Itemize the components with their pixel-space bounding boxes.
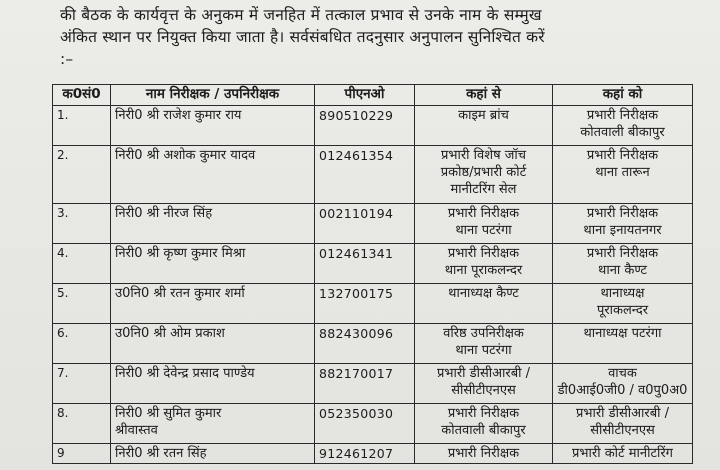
officer-name-cell bbox=[111, 244, 315, 284]
officer-name-line: निरी0 श्री राजेश कुमार राय bbox=[115, 108, 242, 123]
to-posting-line: थाना तारून bbox=[595, 165, 650, 180]
officer-name-line: निरी0 श्री कृष्ण कुमार मिश्रा bbox=[115, 246, 246, 261]
to-posting-line: थानाध्यक्ष पटरंगा bbox=[583, 326, 662, 341]
from-posting-line: मानीटरिंग सेल bbox=[450, 182, 517, 197]
officer-name-cell bbox=[111, 324, 315, 364]
to-posting-cell bbox=[553, 146, 693, 204]
serial-cell: 5. bbox=[53, 284, 111, 324]
header-from: कहां से bbox=[415, 85, 553, 106]
from-posting-cell bbox=[415, 444, 553, 464]
to-posting-line: थाना इनायतनगर bbox=[583, 223, 662, 238]
from-posting-cell bbox=[415, 146, 553, 204]
to-posting-line: प्रभारी निरीक्षक bbox=[586, 108, 659, 123]
header-pno: पीएनओ bbox=[315, 85, 415, 106]
pno-cell: 002110194 bbox=[315, 204, 415, 244]
pno-cell: 012461341 bbox=[315, 244, 415, 284]
pno-cell: 052350030 bbox=[315, 404, 415, 444]
table-row bbox=[53, 284, 693, 324]
officer-name-line: निरी0 श्री अशोक कुमार यादव bbox=[115, 148, 256, 163]
intro-line-3: :– bbox=[60, 50, 74, 68]
pno-cell: 882430096 bbox=[315, 324, 415, 364]
header-name: नाम निरीक्षक / उपनिरीक्षक bbox=[111, 85, 315, 106]
to-posting-line: प्रभारी निरीक्षक bbox=[586, 246, 659, 261]
to-posting-line: प्रभारी कोर्ट मानीटरिंग bbox=[571, 446, 674, 461]
from-posting-line: प्रभारी निरीक्षक bbox=[447, 406, 520, 421]
serial-cell: 3. bbox=[53, 204, 111, 244]
header-to: कहां को bbox=[553, 85, 693, 106]
table-row bbox=[53, 364, 693, 404]
to-posting-line: कोतवाली बीकापुर bbox=[580, 125, 665, 140]
to-posting-cell bbox=[553, 404, 693, 444]
to-posting-line: थाना कैण्ट bbox=[598, 263, 647, 278]
pno-cell: 882170017 bbox=[315, 364, 415, 404]
intro-line-2: अंकित स्थान पर नियुक्त किया जाता है। सर्वसंबधित तदनुसार अनुपालन सुनिश्चित करें bbox=[60, 28, 545, 46]
from-posting-line: वरिष्ठ उपनिरीक्षक bbox=[443, 326, 524, 341]
officer-name-line: श्रीवास्तव bbox=[115, 423, 158, 438]
officer-name-cell bbox=[111, 444, 315, 464]
from-posting-line: थानाध्यक्ष कैण्ट bbox=[448, 286, 519, 301]
from-posting-line: थाना पूराकलन्दर bbox=[444, 263, 523, 278]
table-body bbox=[53, 106, 693, 464]
to-posting-cell bbox=[553, 244, 693, 284]
to-posting-line: सीसीटीएनएस bbox=[590, 423, 655, 438]
officer-name-cell bbox=[111, 364, 315, 404]
officer-name-line: निरी0 श्री रतन सिंह bbox=[115, 446, 207, 461]
from-posting-cell bbox=[415, 404, 553, 444]
to-posting-line: थानाध्यक्ष bbox=[600, 286, 645, 301]
serial-cell: 2. bbox=[53, 146, 111, 204]
to-posting-line: वाचक bbox=[608, 366, 637, 381]
serial-cell: 7. bbox=[53, 364, 111, 404]
to-posting-line: प्रभारी निरीक्षक bbox=[586, 148, 659, 163]
from-posting-cell bbox=[415, 204, 553, 244]
to-posting-line: प्रभारी डीसीआरबी / bbox=[575, 406, 670, 421]
to-posting-line: प्रभारी निरीक्षक bbox=[586, 206, 659, 221]
officer-name-cell bbox=[111, 146, 315, 204]
officer-name-line: निरी0 श्री नीरज सिंह bbox=[115, 206, 213, 221]
table-row bbox=[53, 324, 693, 364]
serial-cell: 4. bbox=[53, 244, 111, 284]
officer-name-line: निरी0 श्री देवेन्द्र प्रसाद पाण्डेय bbox=[115, 366, 255, 381]
from-posting-line: काइम ब्रांच bbox=[458, 108, 509, 123]
to-posting-line: डी0आई0जी0 / व0पु0अ0 bbox=[557, 383, 688, 398]
table-header-row bbox=[53, 85, 693, 106]
from-posting-cell bbox=[415, 284, 553, 324]
from-posting-line: कोतवाली बीकापुर bbox=[441, 423, 526, 438]
table-row bbox=[53, 106, 693, 146]
officer-name-line: उ0नि0 श्री रतन कुमार शर्मा bbox=[115, 286, 245, 301]
from-posting-line: प्रकोष्ठ/प्रभारी कोर्ट bbox=[440, 165, 527, 180]
officer-name-line: निरी0 श्री सुमित कुमार bbox=[115, 406, 222, 421]
from-posting-cell bbox=[415, 106, 553, 146]
officer-name-cell bbox=[111, 204, 315, 244]
to-posting-line: पूराकलन्दर bbox=[596, 303, 649, 318]
pno-cell: 012461354 bbox=[315, 146, 415, 204]
pno-cell: 890510229 bbox=[315, 106, 415, 146]
officer-name-line: उ0नि0 श्री ओम प्रकाश bbox=[115, 326, 225, 341]
from-posting-line: प्रभारी निरीक्षक bbox=[447, 206, 520, 221]
table-row bbox=[53, 444, 693, 464]
table-row bbox=[53, 146, 693, 204]
posting-table bbox=[52, 84, 693, 464]
from-posting-line: सीसीटीएनएस bbox=[451, 383, 516, 398]
table-row bbox=[53, 244, 693, 284]
from-posting-line: थाना पटरंगा bbox=[455, 223, 512, 238]
table-row bbox=[53, 204, 693, 244]
officer-name-cell bbox=[111, 106, 315, 146]
to-posting-cell bbox=[553, 364, 693, 404]
from-posting-line: प्रभारी निरीक्षक bbox=[447, 446, 520, 461]
pno-cell: 912461207 bbox=[315, 444, 415, 464]
from-posting-cell bbox=[415, 324, 553, 364]
pno-cell: 132700175 bbox=[315, 284, 415, 324]
officer-name-cell bbox=[111, 404, 315, 444]
serial-cell: 1. bbox=[53, 106, 111, 146]
from-posting-cell bbox=[415, 364, 553, 404]
serial-cell: 8. bbox=[53, 404, 111, 444]
from-posting-line: थाना पटरंगा bbox=[455, 343, 512, 358]
from-posting-line: प्रभारी डीसीआरबी / bbox=[436, 366, 531, 381]
serial-cell: 6. bbox=[53, 324, 111, 364]
serial-cell: 9 bbox=[53, 444, 111, 464]
from-posting-line: प्रभारी निरीक्षक bbox=[447, 246, 520, 261]
to-posting-cell bbox=[553, 284, 693, 324]
from-posting-line: प्रभारी विशेष जॉच bbox=[440, 148, 527, 163]
to-posting-cell bbox=[553, 324, 693, 364]
to-posting-cell bbox=[553, 204, 693, 244]
officer-name-cell bbox=[111, 284, 315, 324]
header-serial: क0सं0 bbox=[53, 85, 111, 106]
table-row bbox=[53, 404, 693, 444]
intro-paragraph bbox=[60, 4, 700, 70]
intro-line-1: की बैठक के कार्यवृत्त के अनुकम में जनहित में तत्काल प्रभाव से उनके नाम के सम्मुख bbox=[60, 6, 542, 24]
to-posting-cell bbox=[553, 444, 693, 464]
from-posting-cell bbox=[415, 244, 553, 284]
to-posting-cell bbox=[553, 106, 693, 146]
